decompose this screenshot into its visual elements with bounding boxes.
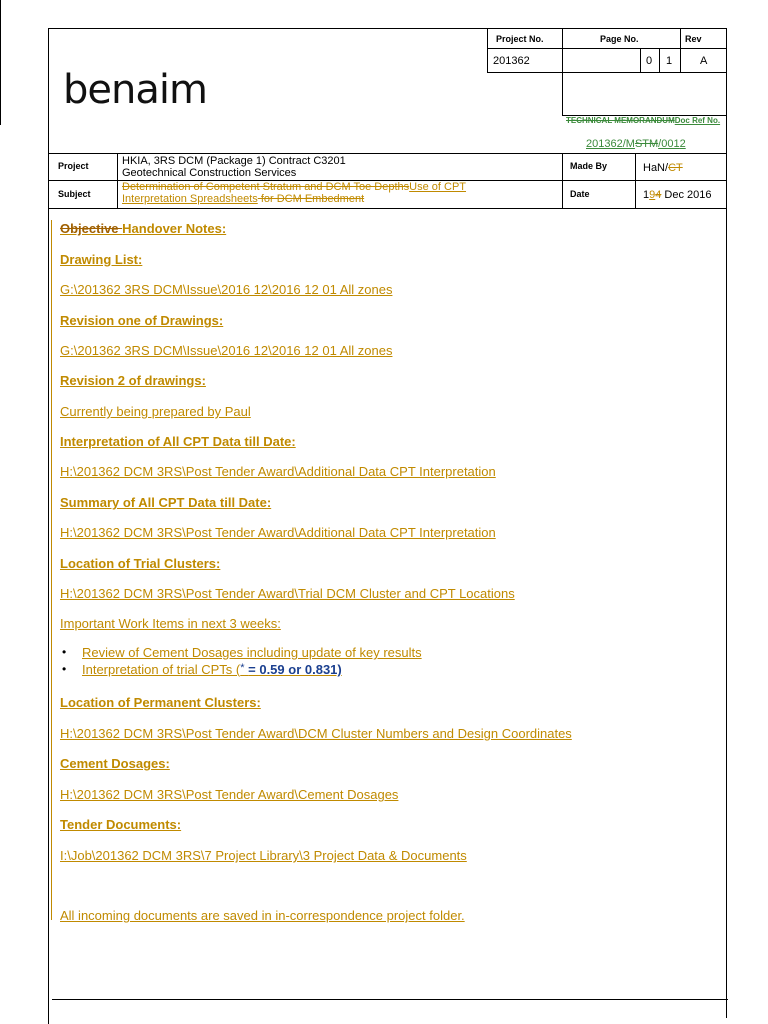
date-rest: Dec 2016 [661, 189, 712, 201]
project-line2: Geotechnical Construction Services [122, 167, 297, 179]
body-bottom-border [52, 999, 728, 1000]
project-no-value: 201362 [493, 55, 530, 67]
header-top-border [48, 28, 727, 29]
trial-clusters-path[interactable]: H:\201362 DCM 3RS\Post Tender Award\Trial DCM Cluster and CPT Locations [60, 586, 515, 601]
made-by-name: HaN/ [643, 162, 669, 174]
work-item-1: Review of Cement Dosages including update of key results [82, 645, 422, 660]
memo-ref [586, 138, 686, 150]
project-line1: HKIA, 3RS DCM (Package 1) Contract C3201 [122, 155, 346, 167]
date-day-deleted: 4 [655, 189, 662, 201]
header-left-border [48, 28, 49, 210]
memo-ref-inserted: 2 [679, 138, 686, 150]
work-items-heading: Important Work Items in next 3 weeks: [60, 616, 281, 631]
grid-line [635, 153, 636, 208]
grid-line [640, 48, 641, 72]
incoming-note: All incoming documents are saved in in-correspondence project folder. [60, 908, 465, 923]
interpretation-heading: Interpretation of All CPT Data till Date: [60, 434, 296, 449]
handover-text: Handover Notes: [122, 221, 227, 236]
cement-dosages-heading: Cement Dosages: [60, 756, 170, 771]
header-right-border [726, 28, 727, 210]
permanent-clusters-heading: Location of Permanent Clusters: [60, 695, 261, 710]
date-day-inserted: 9 [649, 189, 656, 201]
grid-line [117, 153, 118, 208]
subject-inserted1: Use of CPT [409, 181, 467, 193]
made-by-value [643, 162, 683, 174]
tender-documents-path[interactable]: I:\Job\201362 DCM 3RS\7 Project Library\3 Project Data & Documents [60, 848, 467, 863]
grid-line [487, 72, 727, 73]
body-right-border [726, 208, 727, 1018]
grid-line [487, 28, 488, 72]
subject-deleted2: for DCM Embedment [257, 193, 365, 205]
summary-path[interactable]: H:\201362 DCM 3RS\Post Tender Award\Additional Data CPT Interpretation [60, 525, 496, 540]
mu-symbol: * [240, 662, 245, 674]
memo-ref-deleted: STM [634, 138, 659, 150]
page-no-value-a: 0 [646, 55, 653, 67]
revision-one-path[interactable]: G:\201362 3RS DCM\Issue\2016 12\2016 12 01 All zones [60, 343, 393, 358]
summary-heading: Summary of All CPT Data till Date: [60, 495, 272, 510]
rev-value: A [700, 55, 708, 67]
work-item-2-text: Interpretation of trial CPTs ( [82, 662, 241, 677]
memo-label-deleted: TECHNICAL MEMORANDUM [566, 116, 675, 125]
memo-ref-prefix: 201362/M [586, 138, 635, 150]
grid-line [562, 153, 563, 208]
interpretation-path[interactable]: H:\201362 DCM 3RS\Post Tender Award\Additional Data CPT Interpretation [60, 464, 496, 479]
work-item-2-formula: = 0.59 or 0.831) [248, 662, 342, 677]
page-no-label: Page No. [600, 34, 639, 44]
date-value [643, 189, 712, 201]
grid-line [659, 48, 660, 72]
subject-label: Subject [58, 189, 91, 199]
subject-deleted1: Determination of Competent Stratum and DCM Toe Depths [122, 181, 410, 193]
memo-label-inserted: Doc Ref No. [674, 116, 721, 125]
made-by-deleted: CT [668, 162, 683, 174]
revision-two-note: Currently being prepared by Paul [60, 404, 251, 419]
grid-line [680, 28, 681, 72]
benaim-logo: benaim [63, 67, 207, 113]
bullet-dot-1: • [62, 645, 67, 659]
subject-inserted2: Interpretation Spreadsheets [122, 193, 258, 205]
subject-line1 [122, 181, 466, 193]
memo-label [566, 115, 726, 126]
made-by-label: Made By [570, 161, 608, 171]
drawing-list-heading: Drawing List: [60, 252, 143, 267]
project-label: Project [58, 161, 89, 171]
date-day-a: 1 [643, 189, 650, 201]
objective-deleted: Objective [60, 221, 123, 236]
cement-dosages-path[interactable]: H:\201362 DCM 3RS\Post Tender Award\Cement Dosages [60, 787, 399, 802]
trial-clusters-heading: Location of Trial Clusters: [60, 556, 221, 571]
bullet-dot-2: • [62, 662, 67, 676]
rev-label: Rev [685, 34, 702, 44]
project-no-label: Project No. [496, 34, 544, 44]
memo-ref-mid: /001 [658, 138, 680, 150]
change-bar [51, 220, 52, 920]
grid-line [48, 208, 727, 209]
grid-line [562, 72, 563, 116]
grid-line [48, 153, 727, 154]
grid-line [487, 48, 727, 49]
revision-two-heading: Revision 2 of drawings: [60, 373, 206, 388]
grid-line [562, 28, 563, 72]
drawing-list-path[interactable]: G:\201362 3RS DCM\Issue\2016 12\2016 12 01 All zones [60, 282, 393, 297]
tender-documents-heading: Tender Documents: [60, 817, 182, 832]
page-edge-mark [0, 0, 1, 125]
permanent-clusters-path[interactable]: H:\201362 DCM 3RS\Post Tender Award\DCM Cluster Numbers and Design Coordinates [60, 726, 572, 741]
subject-line2 [122, 193, 364, 205]
revision-one-heading: Revision one of Drawings: [60, 313, 224, 328]
date-label: Date [570, 189, 590, 199]
body-left-border [48, 208, 49, 1024]
handover-heading [60, 221, 226, 236]
work-item-2 [82, 662, 342, 677]
page-no-value-b: 1 [666, 55, 673, 67]
